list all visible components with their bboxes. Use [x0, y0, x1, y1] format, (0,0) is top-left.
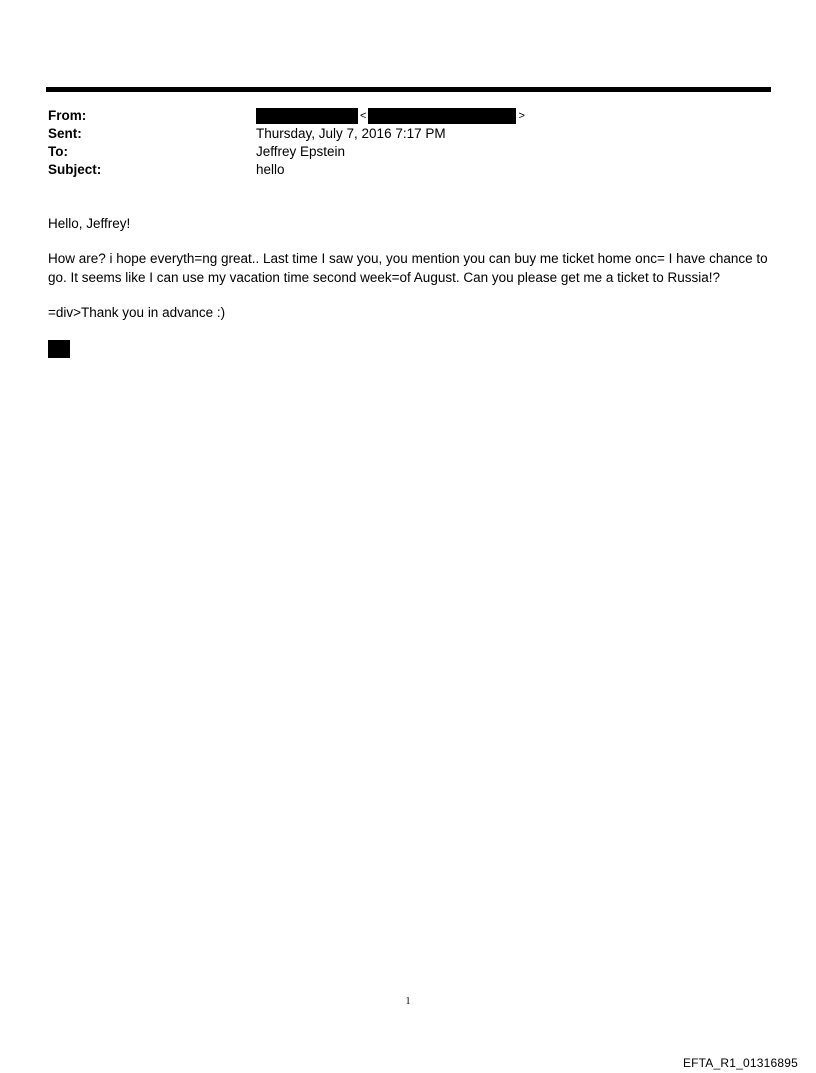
header-rule	[46, 87, 771, 92]
to-value: Jeffrey Epstein	[256, 144, 346, 159]
email-header	[48, 107, 768, 179]
closing-line: =div>Thank you in advance :)	[48, 305, 226, 320]
sent-label: Sent:	[48, 126, 82, 141]
document-id: EFTA_R1_01316895	[682, 1056, 798, 1070]
from-close-bracket: >	[518, 110, 525, 123]
to-label: To:	[48, 144, 68, 159]
sent-value: Thursday, July 7, 2016 7:17 PM	[256, 126, 446, 141]
redacted-sender-email	[368, 108, 516, 124]
from-value	[256, 107, 527, 125]
redacted-signature	[48, 340, 70, 358]
subject-label: Subject:	[48, 162, 102, 177]
subject-value: hello	[256, 162, 285, 177]
from-open-bracket: <	[360, 110, 367, 123]
sent-row	[48, 125, 768, 143]
to-row	[48, 143, 768, 161]
redacted-sender-name	[256, 108, 358, 124]
page-number: 1	[405, 996, 411, 1007]
message-paragraph: How are? i hope everyth=ng great.. Last time I saw you, you mention you can buy me ticket home onc= I have chance to go. It seems like I can use my vacation time second week=of August. Can you please get me a ticket to Russia!?	[48, 251, 768, 285]
subject-row	[48, 161, 768, 179]
from-label: From:	[48, 108, 87, 123]
greeting: Hello, Jeffrey!	[48, 216, 131, 231]
email-body	[48, 214, 773, 338]
from-row	[48, 107, 768, 125]
